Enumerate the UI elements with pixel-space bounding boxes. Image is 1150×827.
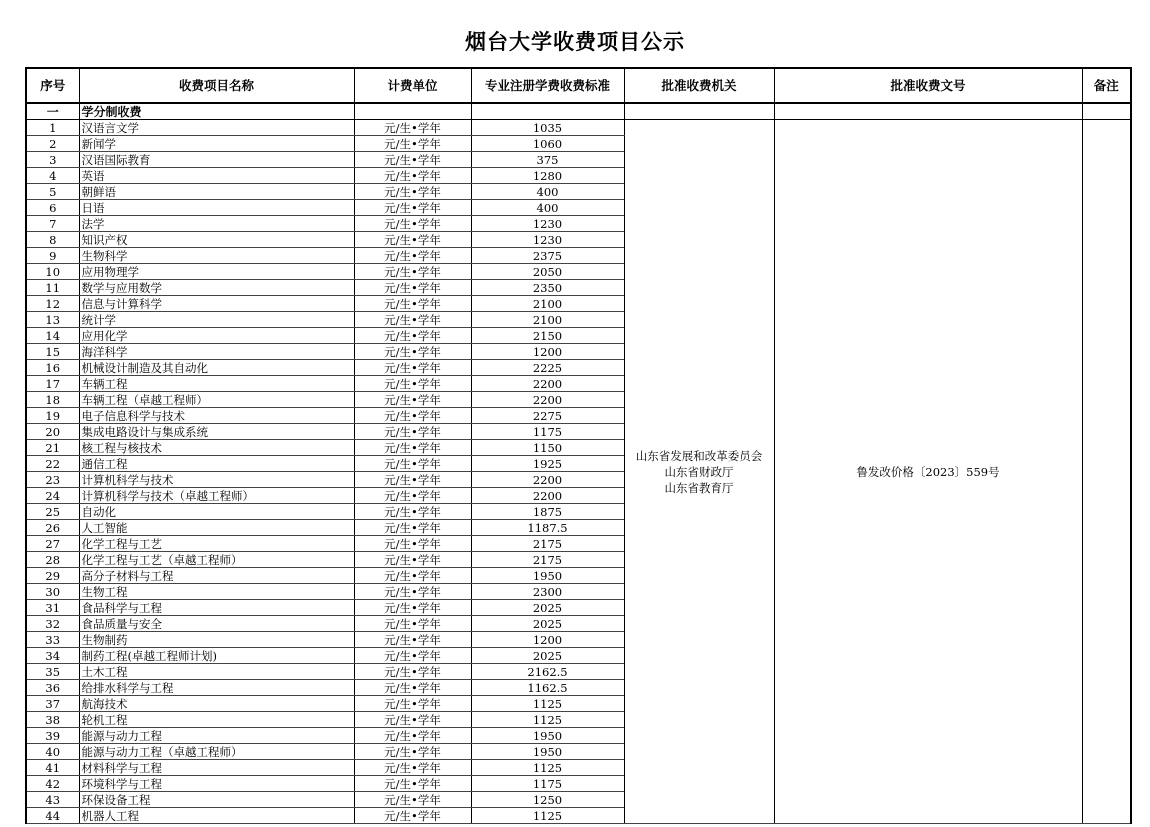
row-seq: 20 [26, 424, 79, 440]
row-name: 航海技术 [79, 696, 354, 712]
row-unit: 元/生•学年 [354, 280, 471, 296]
header-standard: 专业注册学费收费标准 [471, 68, 624, 103]
row-seq: 37 [26, 696, 79, 712]
page-title: 烟台大学收费项目公示 [465, 30, 685, 54]
row-fee: 2200 [471, 488, 624, 504]
row-unit: 元/生•学年 [354, 520, 471, 536]
authority-cell [624, 120, 774, 824]
row-name: 车辆工程（卓越工程师） [79, 392, 354, 408]
row-fee: 1950 [471, 744, 624, 760]
row-seq: 24 [26, 488, 79, 504]
row-unit: 元/生•学年 [354, 376, 471, 392]
row-fee: 1230 [471, 232, 624, 248]
row-fee: 1162.5 [471, 680, 624, 696]
row-name: 化学工程与工艺（卓越工程师） [79, 552, 354, 568]
section-row [26, 103, 1131, 120]
row-fee: 2175 [471, 552, 624, 568]
row-fee: 2100 [471, 296, 624, 312]
row-name: 食品科学与工程 [79, 600, 354, 616]
row-seq: 11 [26, 280, 79, 296]
row-seq: 7 [26, 216, 79, 232]
section-empty-cell [354, 103, 471, 120]
row-seq: 5 [26, 184, 79, 200]
row-name: 材料科学与工程 [79, 760, 354, 776]
row-fee: 1875 [471, 504, 624, 520]
row-name: 机械设计制造及其自动化 [79, 360, 354, 376]
row-unit: 元/生•学年 [354, 120, 471, 136]
row-unit: 元/生•学年 [354, 216, 471, 232]
row-unit: 元/生•学年 [354, 408, 471, 424]
table-body [26, 103, 1131, 824]
row-unit: 元/生•学年 [354, 536, 471, 552]
row-unit: 元/生•学年 [354, 632, 471, 648]
row-fee: 1150 [471, 440, 624, 456]
row-name: 应用化学 [79, 328, 354, 344]
row-fee: 1950 [471, 728, 624, 744]
row-name: 海洋科学 [79, 344, 354, 360]
row-name: 制药工程(卓越工程师计划) [79, 648, 354, 664]
row-unit: 元/生•学年 [354, 808, 471, 824]
row-seq: 33 [26, 632, 79, 648]
row-seq: 35 [26, 664, 79, 680]
row-seq: 3 [26, 152, 79, 168]
header-note: 备注 [1082, 68, 1131, 103]
row-fee: 2100 [471, 312, 624, 328]
row-seq: 44 [26, 808, 79, 824]
row-fee: 2025 [471, 648, 624, 664]
row-fee: 1280 [471, 168, 624, 184]
row-seq: 41 [26, 760, 79, 776]
row-fee: 2275 [471, 408, 624, 424]
row-unit: 元/生•学年 [354, 296, 471, 312]
row-unit: 元/生•学年 [354, 424, 471, 440]
row-fee: 1125 [471, 696, 624, 712]
row-seq: 13 [26, 312, 79, 328]
row-fee: 1230 [471, 216, 624, 232]
row-name: 集成电路设计与集成系统 [79, 424, 354, 440]
fee-table [25, 67, 1132, 824]
row-fee: 1200 [471, 344, 624, 360]
section-empty-cell [774, 103, 1082, 120]
row-name: 知识产权 [79, 232, 354, 248]
row-seq: 16 [26, 360, 79, 376]
row-seq: 9 [26, 248, 79, 264]
header-row [26, 68, 1131, 103]
doc-number-cell: 鲁发改价格〔2023〕559号 [774, 120, 1082, 824]
row-name: 轮机工程 [79, 712, 354, 728]
row-unit: 元/生•学年 [354, 168, 471, 184]
row-name: 生物科学 [79, 248, 354, 264]
row-name: 计算机科学与技术（卓越工程师） [79, 488, 354, 504]
row-unit: 元/生•学年 [354, 568, 471, 584]
row-name: 人工智能 [79, 520, 354, 536]
row-seq: 43 [26, 792, 79, 808]
row-unit: 元/生•学年 [354, 312, 471, 328]
row-name: 能源与动力工程 [79, 728, 354, 744]
row-name: 给排水科学与工程 [79, 680, 354, 696]
row-fee: 1175 [471, 424, 624, 440]
row-seq: 36 [26, 680, 79, 696]
row-fee: 400 [471, 184, 624, 200]
row-seq: 12 [26, 296, 79, 312]
row-fee: 2375 [471, 248, 624, 264]
row-fee: 2200 [471, 472, 624, 488]
row-unit: 元/生•学年 [354, 136, 471, 152]
row-unit: 元/生•学年 [354, 456, 471, 472]
row-unit: 元/生•学年 [354, 552, 471, 568]
row-name: 统计学 [79, 312, 354, 328]
row-fee: 1950 [471, 568, 624, 584]
row-name: 食品质量与安全 [79, 616, 354, 632]
row-name: 车辆工程 [79, 376, 354, 392]
row-name: 日语 [79, 200, 354, 216]
row-unit: 元/生•学年 [354, 232, 471, 248]
row-fee: 1200 [471, 632, 624, 648]
row-unit: 元/生•学年 [354, 264, 471, 280]
row-unit: 元/生•学年 [354, 728, 471, 744]
row-unit: 元/生•学年 [354, 392, 471, 408]
row-fee: 2300 [471, 584, 624, 600]
row-name: 自动化 [79, 504, 354, 520]
row-fee: 1035 [471, 120, 624, 136]
row-name: 生物制药 [79, 632, 354, 648]
note-cell [1082, 120, 1131, 824]
row-fee: 1125 [471, 808, 624, 824]
row-seq: 31 [26, 600, 79, 616]
row-name: 高分子材料与工程 [79, 568, 354, 584]
row-name: 汉语言文学 [79, 120, 354, 136]
row-fee: 2150 [471, 328, 624, 344]
row-unit: 元/生•学年 [354, 152, 471, 168]
row-unit: 元/生•学年 [354, 712, 471, 728]
row-seq: 17 [26, 376, 79, 392]
row-fee: 2175 [471, 536, 624, 552]
section-empty-cell [1082, 103, 1131, 120]
row-name: 应用物理学 [79, 264, 354, 280]
row-name: 机器人工程 [79, 808, 354, 824]
row-seq: 32 [26, 616, 79, 632]
row-unit: 元/生•学年 [354, 328, 471, 344]
table-row [26, 120, 1131, 136]
row-fee: 2162.5 [471, 664, 624, 680]
row-fee: 2050 [471, 264, 624, 280]
row-fee: 2225 [471, 360, 624, 376]
row-seq: 21 [26, 440, 79, 456]
header-unit: 计费单位 [354, 68, 471, 103]
row-seq: 8 [26, 232, 79, 248]
section-name: 学分制收费 [79, 103, 354, 120]
row-unit: 元/生•学年 [354, 248, 471, 264]
row-seq: 1 [26, 120, 79, 136]
section-empty-cell [471, 103, 624, 120]
row-seq: 4 [26, 168, 79, 184]
row-seq: 28 [26, 552, 79, 568]
row-name: 能源与动力工程（卓越工程师） [79, 744, 354, 760]
row-seq: 42 [26, 776, 79, 792]
authority-line: 山东省教育厅 [664, 480, 734, 495]
row-fee: 400 [471, 200, 624, 216]
row-name: 通信工程 [79, 456, 354, 472]
row-seq: 14 [26, 328, 79, 344]
row-seq: 25 [26, 504, 79, 520]
row-seq: 10 [26, 264, 79, 280]
row-fee: 2200 [471, 392, 624, 408]
row-unit: 元/生•学年 [354, 792, 471, 808]
row-seq: 26 [26, 520, 79, 536]
row-unit: 元/生•学年 [354, 440, 471, 456]
row-fee: 2025 [471, 600, 624, 616]
row-name: 核工程与核技术 [79, 440, 354, 456]
row-name: 新闻学 [79, 136, 354, 152]
row-fee: 1925 [471, 456, 624, 472]
row-unit: 元/生•学年 [354, 680, 471, 696]
row-name: 生物工程 [79, 584, 354, 600]
row-unit: 元/生•学年 [354, 664, 471, 680]
row-name: 汉语国际教育 [79, 152, 354, 168]
row-unit: 元/生•学年 [354, 200, 471, 216]
row-seq: 2 [26, 136, 79, 152]
row-fee: 2025 [471, 616, 624, 632]
row-unit: 元/生•学年 [354, 648, 471, 664]
row-name: 朝鲜语 [79, 184, 354, 200]
row-seq: 34 [26, 648, 79, 664]
row-seq: 22 [26, 456, 79, 472]
row-unit: 元/生•学年 [354, 584, 471, 600]
section-seq: 一 [26, 103, 79, 120]
row-name: 法学 [79, 216, 354, 232]
authority-line: 山东省发展和改革委员会 [635, 448, 763, 463]
row-fee: 1125 [471, 712, 624, 728]
row-fee: 2350 [471, 280, 624, 296]
row-unit: 元/生•学年 [354, 696, 471, 712]
row-name: 环保设备工程 [79, 792, 354, 808]
row-name: 土木工程 [79, 664, 354, 680]
row-fee: 1125 [471, 760, 624, 776]
row-fee: 1187.5 [471, 520, 624, 536]
row-seq: 19 [26, 408, 79, 424]
row-name: 英语 [79, 168, 354, 184]
row-unit: 元/生•学年 [354, 760, 471, 776]
row-unit: 元/生•学年 [354, 600, 471, 616]
row-name: 信息与计算科学 [79, 296, 354, 312]
row-fee: 375 [471, 152, 624, 168]
row-seq: 23 [26, 472, 79, 488]
row-name: 计算机科学与技术 [79, 472, 354, 488]
row-name: 环境科学与工程 [79, 776, 354, 792]
row-unit: 元/生•学年 [354, 616, 471, 632]
header-name: 收费项目名称 [79, 68, 354, 103]
row-unit: 元/生•学年 [354, 344, 471, 360]
row-seq: 6 [26, 200, 79, 216]
row-unit: 元/生•学年 [354, 184, 471, 200]
row-seq: 15 [26, 344, 79, 360]
row-seq: 38 [26, 712, 79, 728]
row-seq: 39 [26, 728, 79, 744]
row-unit: 元/生•学年 [354, 744, 471, 760]
row-name: 电子信息科学与技术 [79, 408, 354, 424]
row-unit: 元/生•学年 [354, 360, 471, 376]
row-seq: 29 [26, 568, 79, 584]
row-unit: 元/生•学年 [354, 472, 471, 488]
row-unit: 元/生•学年 [354, 776, 471, 792]
header-seq: 序号 [26, 68, 79, 103]
row-name: 数学与应用数学 [79, 280, 354, 296]
row-name: 化学工程与工艺 [79, 536, 354, 552]
row-seq: 27 [26, 536, 79, 552]
section-empty-cell [624, 103, 774, 120]
row-fee: 1250 [471, 792, 624, 808]
row-seq: 30 [26, 584, 79, 600]
row-unit: 元/生•学年 [354, 488, 471, 504]
row-fee: 1175 [471, 776, 624, 792]
authority-line: 山东省财政厅 [664, 464, 734, 479]
row-fee: 1060 [471, 136, 624, 152]
row-unit: 元/生•学年 [354, 504, 471, 520]
header-doc-no: 批准收费文号 [774, 68, 1082, 103]
row-seq: 40 [26, 744, 79, 760]
header-authority: 批准收费机关 [624, 68, 774, 103]
row-seq: 18 [26, 392, 79, 408]
row-fee: 2200 [471, 376, 624, 392]
